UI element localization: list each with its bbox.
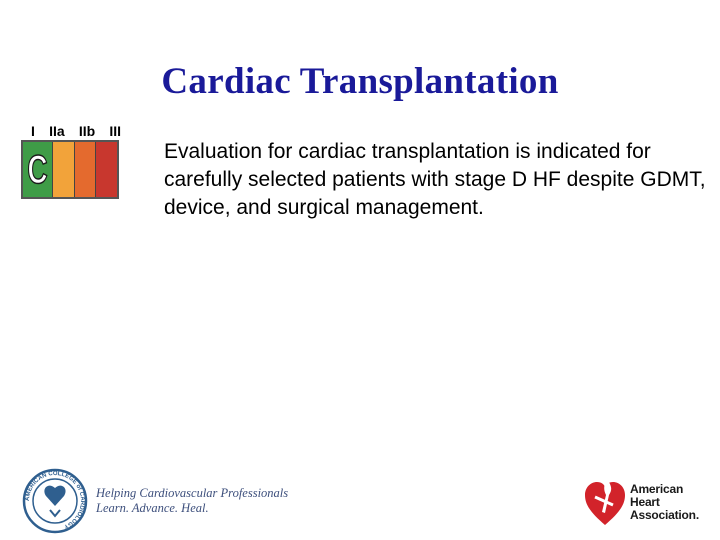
aha-heart-torch-icon [583, 477, 627, 527]
class-iib-segment [75, 142, 97, 197]
class-label-iii: III [109, 123, 121, 139]
class-iii-segment [96, 142, 117, 197]
recommendation-class-bar [21, 140, 119, 199]
aha-wordmark [630, 483, 699, 522]
aha-wordmark-line2: Heart [630, 494, 660, 509]
aha-wordmark-line3: Association. [630, 507, 699, 522]
class-iia-segment [53, 142, 75, 197]
class-label-iia: IIa [49, 123, 65, 139]
level-of-evidence-letter: C [27, 147, 48, 192]
recommendation-class-header [31, 123, 121, 139]
acc-tagline-line1: Helping Cardiovascular Professionals [96, 486, 289, 500]
aha-wordmark-line1: American [630, 481, 684, 496]
acc-seal-text: AMERICAN COLLEGE of CARDIOLOGY [24, 470, 86, 530]
class-label-i: I [31, 123, 35, 139]
acc-tagline [96, 486, 288, 516]
aha-logo [583, 477, 699, 527]
acc-seal-logo [22, 468, 88, 539]
acc-tagline-line2: Learn. Advance. Heal. [96, 501, 209, 515]
acc-seal-icon [22, 468, 88, 534]
recommendation-text: Evaluation for cardiac transplantation is indicated for carefully selected patients with stage D HF despite GDMT, device, and surgical management. [164, 140, 706, 219]
class-label-iib: IIb [78, 123, 96, 139]
class-i-segment [23, 142, 53, 197]
slide-title: Cardiac Transplantation [161, 61, 559, 102]
